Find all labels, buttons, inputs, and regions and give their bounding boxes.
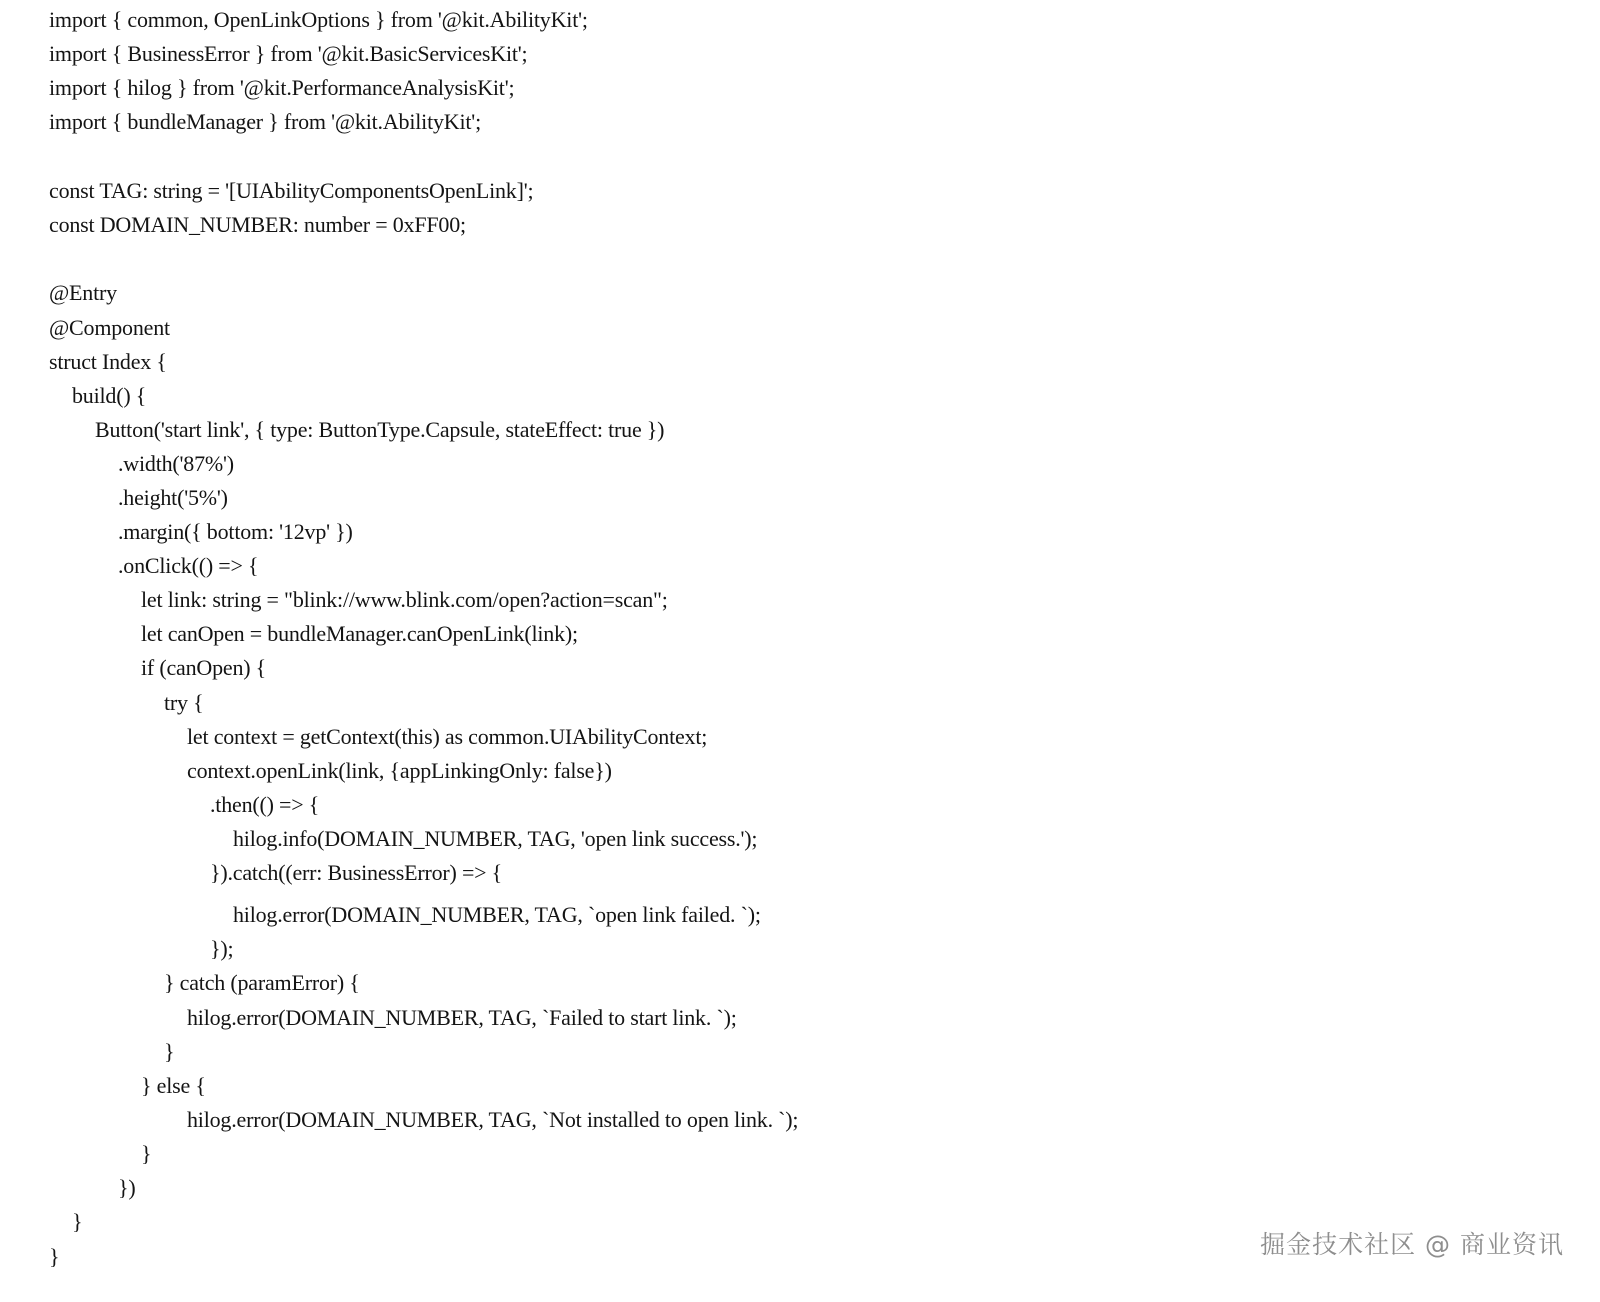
code-line: }) [118, 1175, 136, 1200]
code-line: Button('start link', { type: ButtonType.Capsule, stateEffect: true }) [95, 417, 665, 442]
code-line: let link: string = "blink://www.blink.com/open?action=scan"; [141, 587, 668, 612]
code-line: try { [164, 690, 204, 715]
code-line: import { common, OpenLinkOptions } from '@kit.AbilityKit'; [49, 7, 588, 32]
code-line: import { hilog } from '@kit.PerformanceAnalysisKit'; [49, 75, 515, 100]
code-line: .onClick(() => { [118, 553, 259, 578]
code-line: build() { [72, 383, 147, 408]
code-line: import { BusinessError } from '@kit.BasicServicesKit'; [49, 41, 528, 66]
code-line: hilog.error(DOMAIN_NUMBER, TAG, `open link failed. `); [233, 902, 761, 927]
code-line: hilog.info(DOMAIN_NUMBER, TAG, 'open link success.'); [233, 826, 758, 851]
code-line: hilog.error(DOMAIN_NUMBER, TAG, `Failed to start link. `); [187, 1005, 737, 1030]
code-line: @Entry [49, 280, 117, 305]
code-line: .width('87%') [118, 451, 234, 476]
watermark-text: 掘金技术社区 @ 商业资讯 [1260, 1230, 1564, 1259]
code-line: @Component [49, 315, 170, 340]
code-line: }).catch((err: BusinessError) => { [210, 860, 503, 885]
code-line: const TAG: string = '[UIAbilityComponentsOpenLink]'; [49, 178, 534, 203]
code-line: struct Index { [49, 349, 167, 374]
code-line: hilog.error(DOMAIN_NUMBER, TAG, `Not installed to open link. `); [187, 1107, 799, 1132]
code-line: } else { [141, 1073, 206, 1098]
code-line: import { bundleManager } from '@kit.AbilityKit'; [49, 109, 481, 134]
code-line: }); [210, 936, 234, 961]
code-line: } catch (paramError) { [164, 970, 360, 995]
code-line: } [164, 1039, 175, 1064]
code-line: let context = getContext(this) as common.UIAbilityContext; [187, 724, 708, 749]
code-line: } [49, 1244, 60, 1269]
code-line: if (canOpen) { [141, 655, 267, 680]
code-line: } [141, 1141, 152, 1166]
code-line: context.openLink(link, {appLinkingOnly: false}) [187, 758, 612, 783]
code-line: let canOpen = bundleManager.canOpenLink(link); [141, 621, 578, 646]
code-line: } [72, 1209, 83, 1234]
code-line: .then(() => { [210, 792, 320, 817]
code-line: const DOMAIN_NUMBER: number = 0xFF00; [49, 212, 466, 237]
code-line: .margin({ bottom: '12vp' }) [118, 519, 353, 544]
code-line: .height('5%') [118, 485, 228, 510]
